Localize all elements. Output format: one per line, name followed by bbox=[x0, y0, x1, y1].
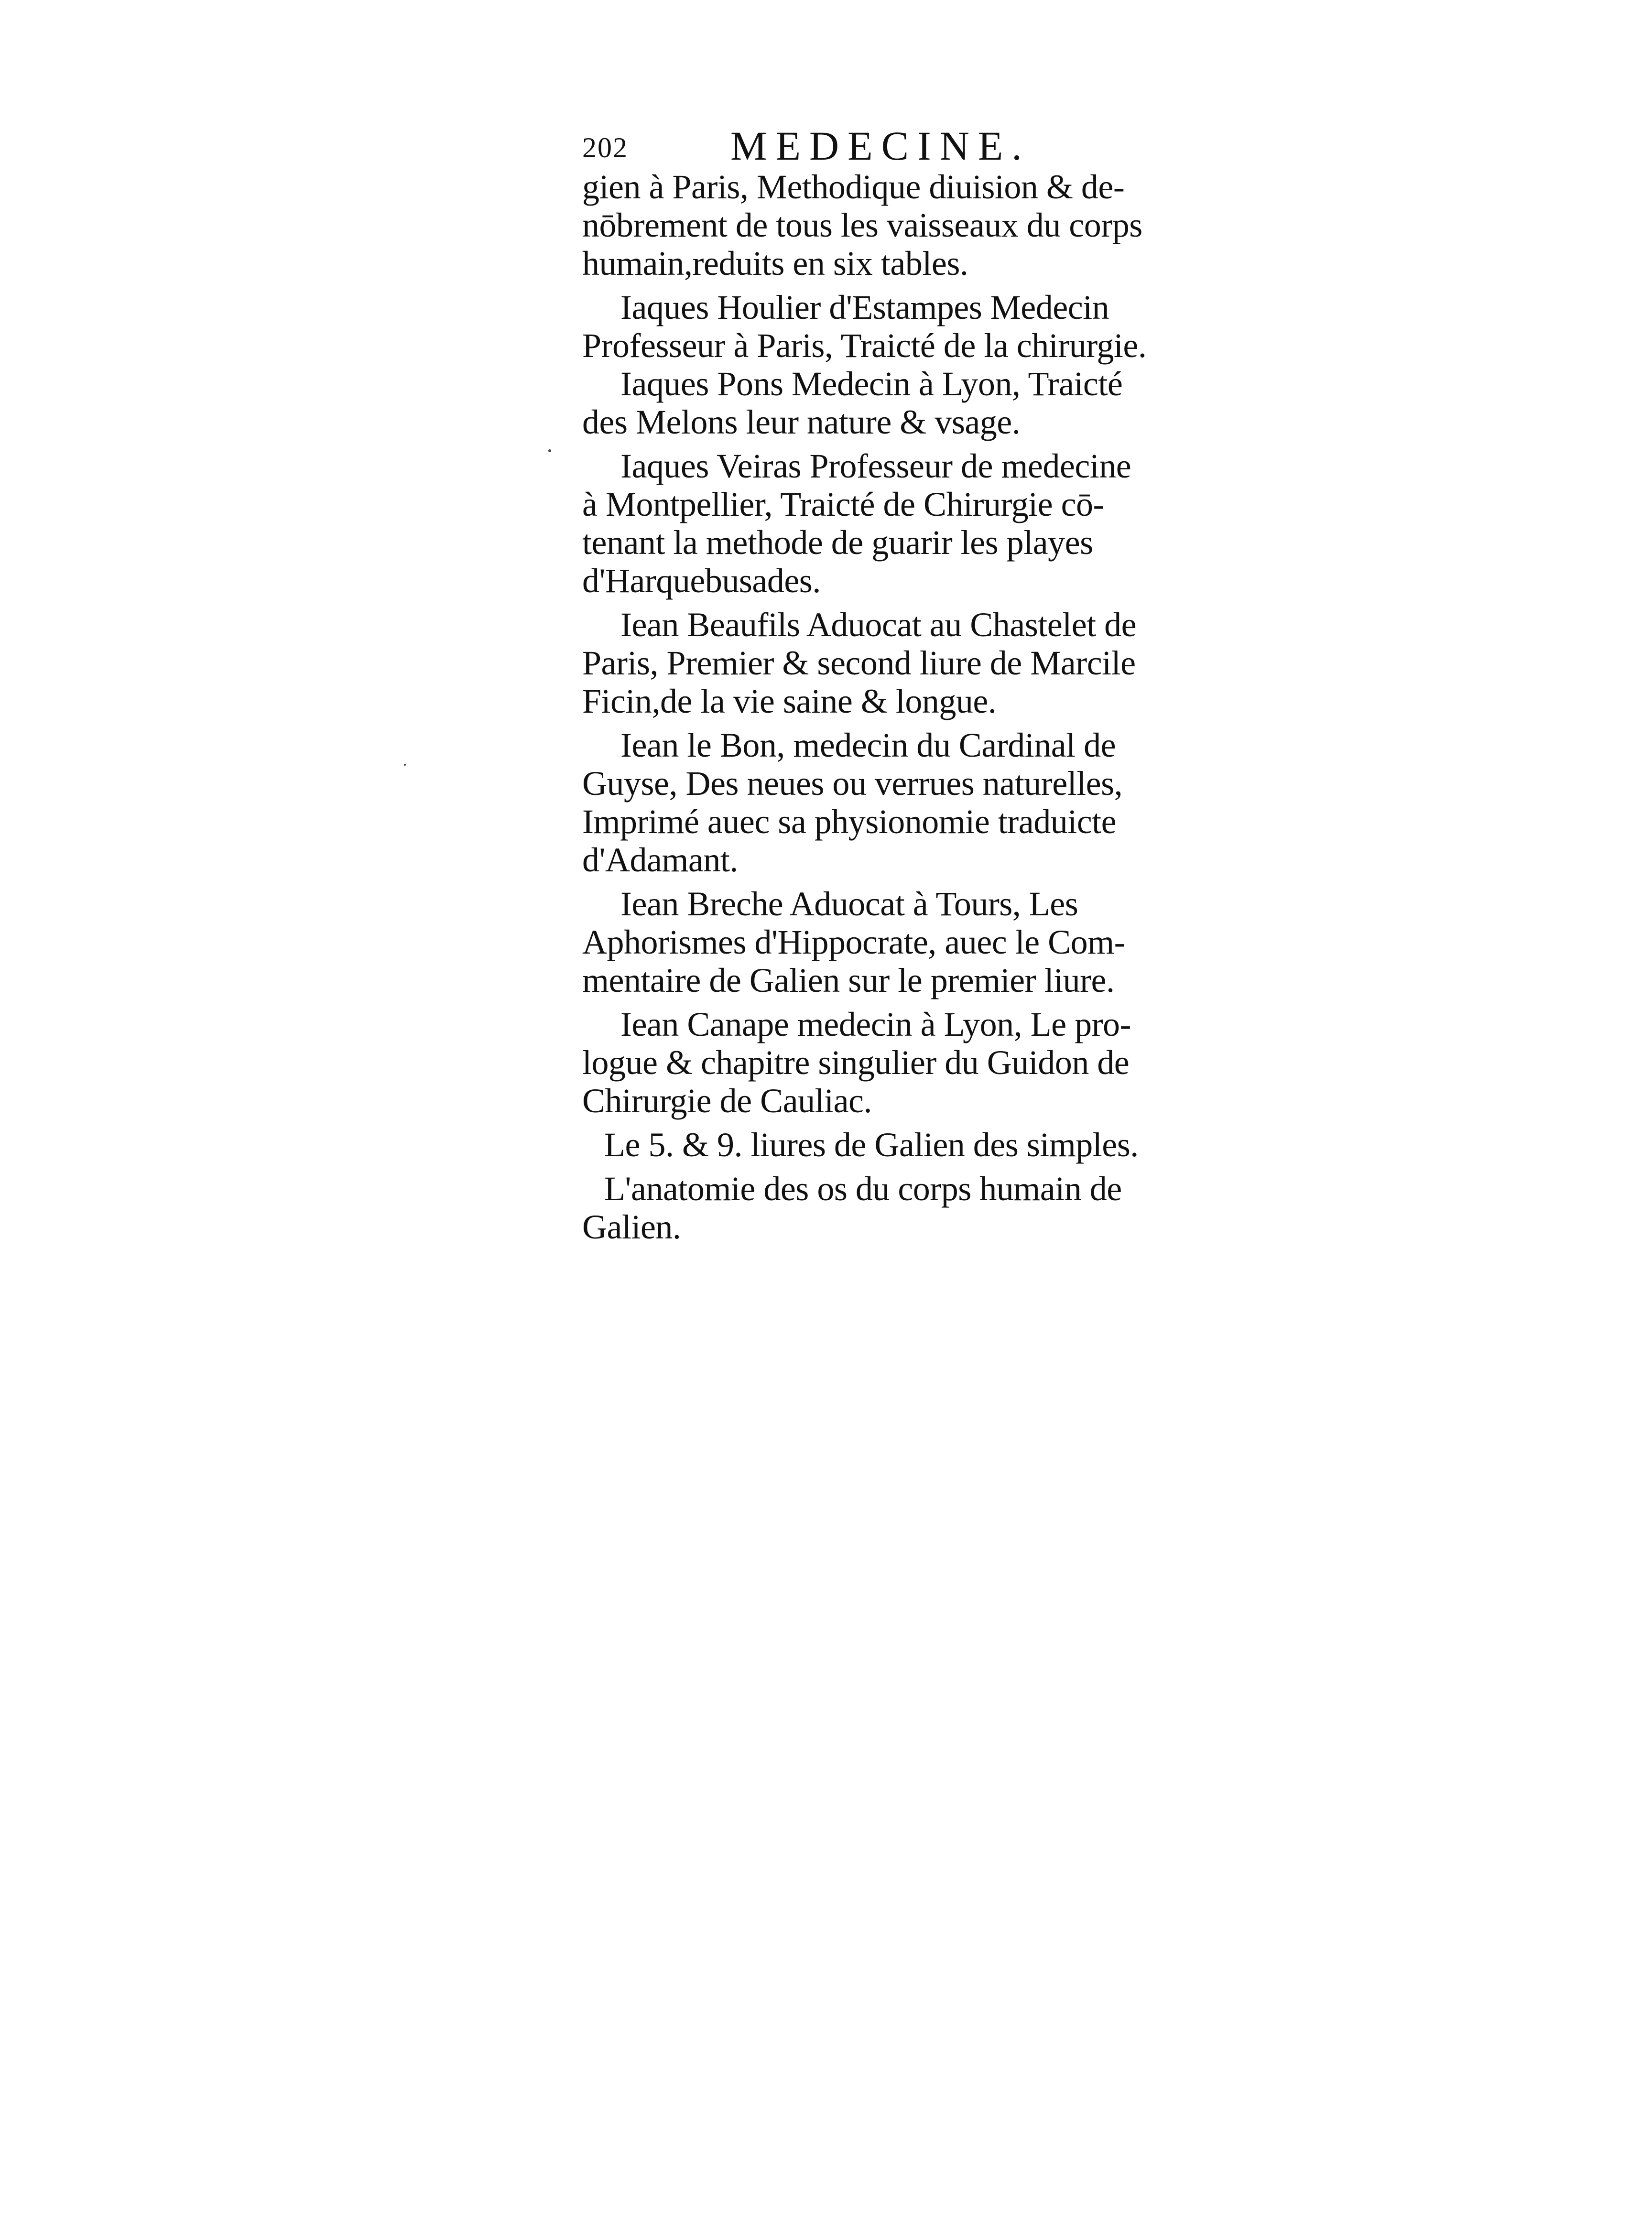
entry-line: Ficin,de la vie saine & longue. bbox=[582, 682, 997, 720]
entry-line: Aphorismes d'Hippocrate, auec le Com- bbox=[582, 923, 1126, 961]
entry-beaufils bbox=[582, 606, 1141, 720]
entry-line: à Montpellier, Traicté de Chirurgie cō- bbox=[582, 485, 1105, 523]
entry-galien-simples bbox=[582, 1126, 1141, 1164]
entry-line: Iaques Houlier d'Estampes Medecin bbox=[620, 288, 1109, 326]
entry-canape bbox=[582, 1005, 1141, 1120]
entry-line: Professeur à Paris, Traicté de la chirurgie. bbox=[582, 326, 1147, 365]
entry-line: humain,reduits en six tables. bbox=[582, 244, 968, 282]
entry-line: Chirurgie de Cauliac. bbox=[582, 1082, 872, 1120]
entry-line: logue & chapitre singulier du Guidon de bbox=[582, 1043, 1130, 1082]
entry-houlier bbox=[582, 288, 1147, 365]
entry-line: gien à Paris, Methodique diuision & de- bbox=[582, 168, 1125, 206]
entry-continuation bbox=[582, 168, 1141, 282]
entry-line: Iean Canape medecin à Lyon, Le pro- bbox=[620, 1005, 1131, 1043]
entry-veiras bbox=[582, 447, 1141, 600]
entry-line: L'anatomie des os du corps humain de bbox=[604, 1170, 1122, 1208]
entry-line: Iean Beaufils Aduocat au Chastelet de bbox=[620, 606, 1137, 644]
ink-speck bbox=[548, 449, 551, 452]
text-column bbox=[582, 122, 1147, 1246]
running-head bbox=[582, 122, 1141, 168]
entry-line: nōbrement de tous les vaisseaux du corps bbox=[582, 206, 1142, 244]
page-number: 202 bbox=[582, 132, 628, 163]
entry-galien-anatomie bbox=[582, 1170, 1141, 1246]
entry-line: Iean le Bon, medecin du Cardinal de bbox=[620, 726, 1116, 764]
entry-line: tenant la methode de guarir les playes bbox=[582, 523, 1093, 562]
entry-line: Le 5. & 9. liures de Galien des simples. bbox=[604, 1126, 1139, 1164]
entry-line: Iaques Veiras Professeur de medecine bbox=[620, 447, 1131, 485]
entry-line: Imprimé auec sa physionomie traduicte bbox=[582, 803, 1117, 841]
entry-line: d'Harquebusades. bbox=[582, 562, 821, 600]
entry-line: Galien. bbox=[582, 1208, 681, 1246]
entry-line: Guyse, Des neues ou verrues naturelles, bbox=[582, 764, 1123, 803]
entry-line: Paris, Premier & second liure de Marcile bbox=[582, 644, 1136, 682]
entry-line: des Melons leur nature & vsage. bbox=[582, 403, 1021, 441]
entry-le-bon bbox=[582, 726, 1141, 879]
entry-line: Iaques Pons Medecin à Lyon, Traicté bbox=[620, 365, 1123, 403]
entry-line: d'Adamant. bbox=[582, 841, 738, 879]
ink-speck bbox=[404, 764, 406, 766]
section-title: MEDECINE. bbox=[730, 123, 1031, 169]
entry-breche bbox=[582, 885, 1141, 999]
entry-line: mentaire de Galien sur le premier liure. bbox=[582, 961, 1115, 999]
entry-line: Iean Breche Aduocat à Tours, Les bbox=[620, 885, 1078, 923]
entry-pons bbox=[582, 365, 1141, 441]
